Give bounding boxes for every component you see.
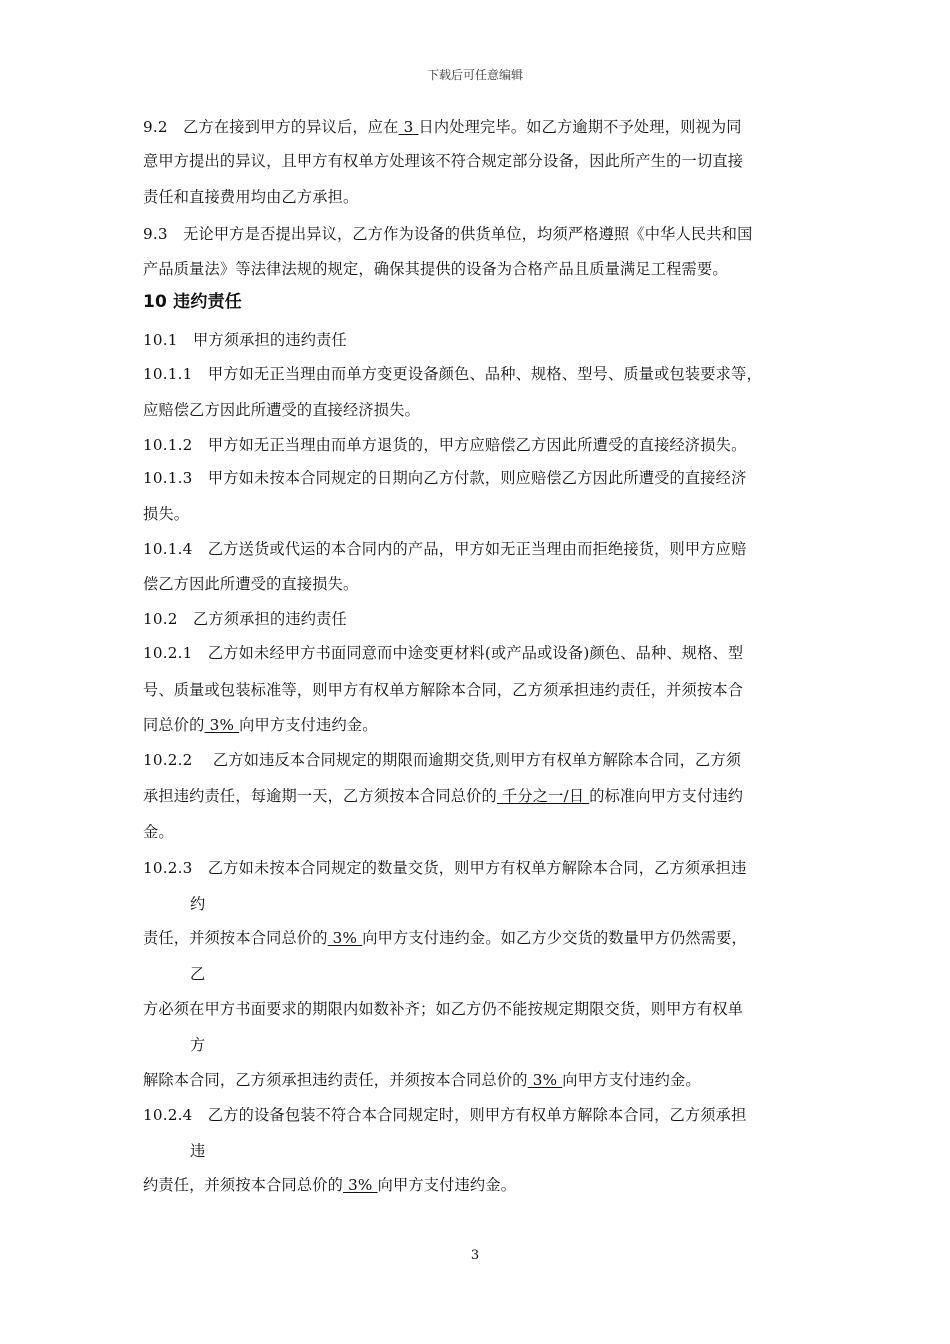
text-line: 10.1.1 甲方如无正当理由而单方变更设备颜色、品种、规格、型号、质量或包装要求等，: [143, 365, 762, 383]
text-line: 金。: [143, 823, 174, 841]
page-header: 下载后可任意编辑: [426, 68, 523, 82]
text-line: 偿乙方因此所遭受的直接损失。: [143, 575, 359, 593]
text-line: 10.1.3 甲方如未按本合同规定的日期向乙方付款，则应赔偿乙方因此所遭受的直接经济: [143, 469, 747, 487]
text-line: 9.3 无论甲方是否提出异议，乙方作为设备的供货单位，均须严格遵照《中华人民共和国: [143, 225, 753, 243]
text-line: 意甲方提出的异议，且甲方有权单方处理该不符合规定部分设备，因此所产生的一切直接: [143, 152, 744, 170]
text-line: 同总价的 3% 向甲方支付违约金。: [143, 716, 378, 734]
text-line: 产品质量法》等法律法规的规定，确保其提供的设备为合格产品且质量满足工程需要。: [143, 260, 728, 278]
text-line: 方: [190, 1036, 206, 1054]
text-line: 责任和直接费用均由乙方承担。: [143, 188, 359, 206]
text-line: 10.1 甲方须承担的违约责任: [143, 331, 347, 349]
section-heading: 10 违约责任: [143, 292, 242, 312]
text-line: 9.2 乙方在接到甲方的异议后，应在 3 日内处理完毕。如乙方逾期不予处理，则视为同: [143, 118, 742, 136]
text-line: 10.2.2 乙方如违反本合同规定的期限而逾期交货,则甲方有权单方解除本合同，乙方须: [143, 751, 742, 769]
text-line: 10.2.4 乙方的设备包装不符合本合同规定时，则甲方有权单方解除本合同，乙方须承担: [143, 1106, 747, 1124]
text-line: 承担违约责任，每逾期一天，乙方须按本合同总价的 千分之一/日 的标准向甲方支付违约: [143, 787, 744, 805]
text-line: 约责任，并须按本合同总价的 3% 向甲方支付违约金。: [143, 1176, 517, 1194]
text-line: 10.1.2 甲方如无正当理由而单方退货的，甲方应赔偿乙方因此所遭受的直接经济损失。: [143, 436, 747, 454]
text-line: 违: [190, 1142, 206, 1160]
text-line: 10.2.3 乙方如未按本合同规定的数量交货，则甲方有权单方解除本合同，乙方须承担违: [143, 859, 747, 877]
text-line: 约: [190, 895, 206, 913]
text-line: 损失。: [143, 505, 190, 523]
text-line: 10.1.4 乙方送货或代运的本合同内的产品，甲方如无正当理由而拒绝接货，则甲方应赔: [143, 540, 747, 558]
text-line: 10.2.1 乙方如未经甲方书面同意而中途变更材料(或产品或设备)颜色、品种、规格、型: [143, 644, 744, 662]
text-line: 解除本合同，乙方须承担违约责任，并须按本合同总价的 3% 向甲方支付违约金。: [143, 1071, 701, 1089]
text-line: 应赔偿乙方因此所遭受的直接经济损失。: [143, 401, 420, 419]
page-number: 3: [470, 1248, 480, 1263]
text-line: 责任，并须按本合同总价的 3% 向甲方支付违约金。如乙方少交货的数量甲方仍然需要，: [143, 929, 747, 947]
text-line: 10.2 乙方须承担的违约责任: [143, 610, 347, 628]
text-line: 方必须在甲方书面要求的期限内如数补齐；如乙方仍不能按规定期限交货，则甲方有权单: [143, 1000, 744, 1018]
text-line: 号、质量或包装标准等，则甲方有权单方解除本合同，乙方须承担违约责任，并须按本合: [143, 681, 744, 699]
text-line: 乙: [190, 965, 206, 983]
